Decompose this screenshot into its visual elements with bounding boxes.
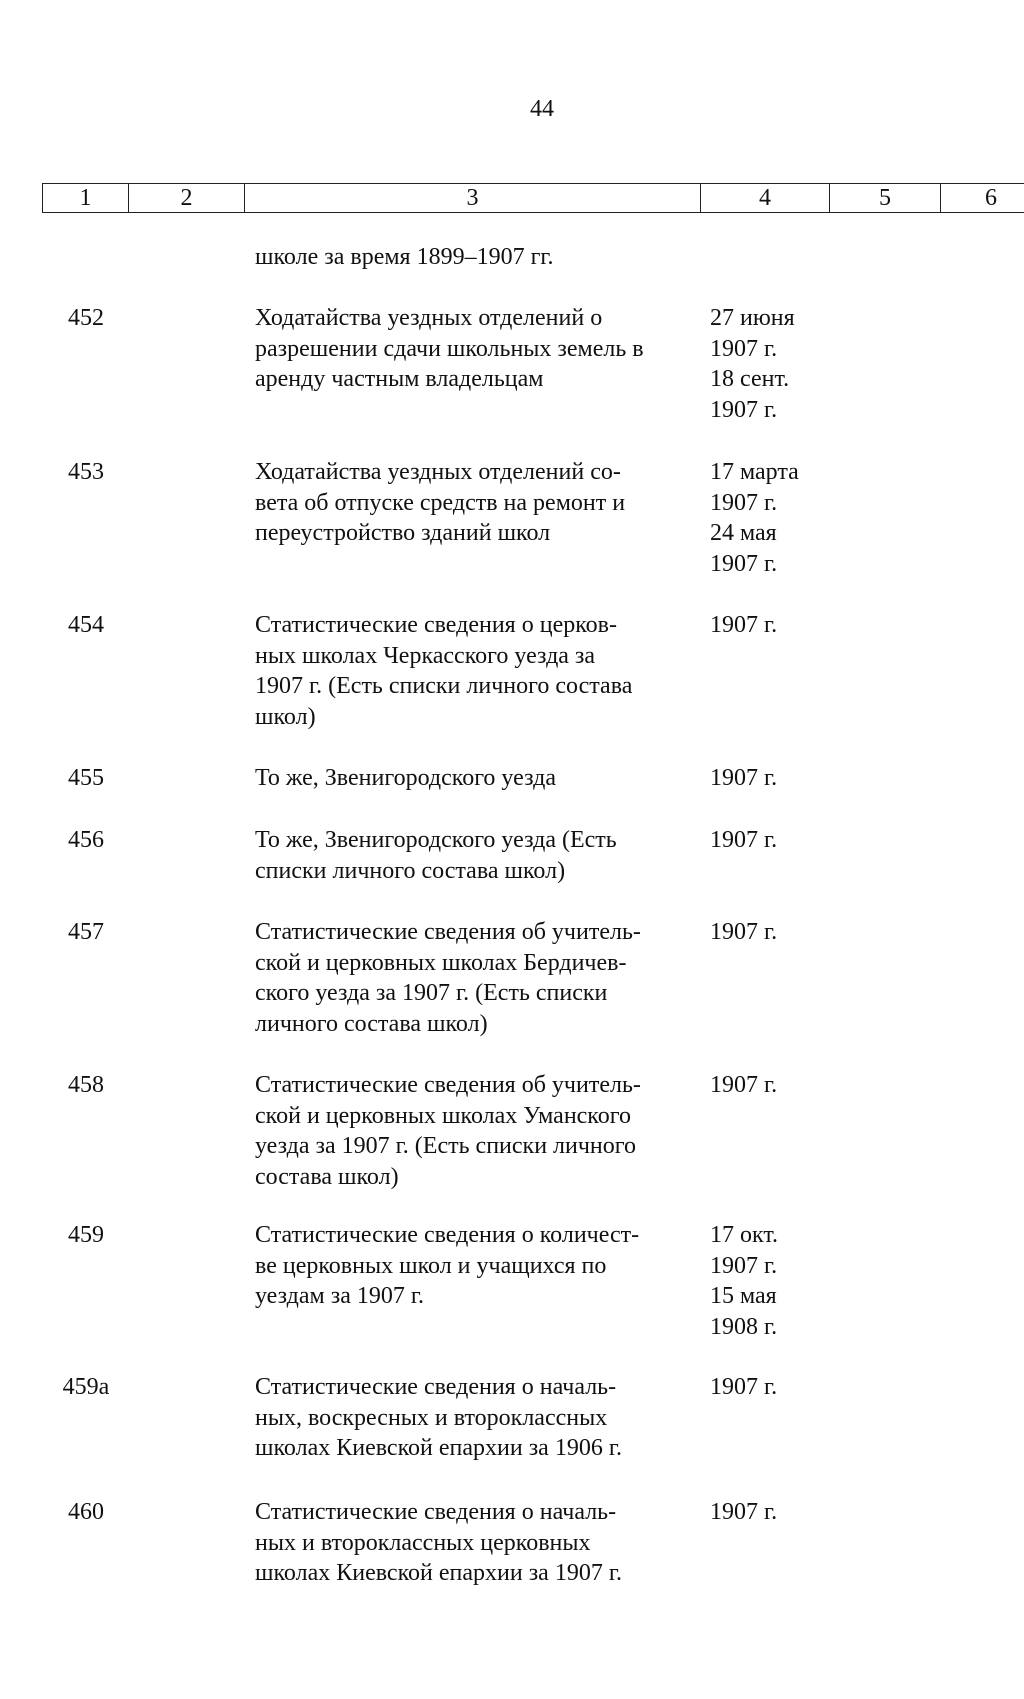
entry-title — [255, 1070, 641, 1192]
column-header: 5 — [830, 184, 941, 213]
entry-title-line: аренду частным владельцам — [255, 366, 544, 392]
page-number: 44 — [530, 96, 554, 122]
entry-date-line: 1907 г. — [710, 1252, 778, 1279]
entry-title-line: школах Киевской епархии за 1906 г. — [255, 1435, 622, 1461]
entry-date-line: 18 сент. — [710, 366, 790, 392]
entry-title-line: ве церковных школ и учащихся по — [255, 1252, 607, 1279]
entry-number: 455 — [68, 765, 104, 791]
entry-dates — [710, 1220, 778, 1342]
entry-date-line: 17 окт. — [710, 1222, 779, 1248]
entry-title — [255, 917, 641, 1039]
entry-title — [255, 1497, 622, 1589]
entry-title-line: уезда за 1907 г. (Есть списки личного — [255, 1133, 637, 1159]
entry-date-line: 1907 г. — [710, 919, 778, 945]
entry-dates — [710, 1497, 777, 1528]
entry-title-line: Статистические сведения об учитель- — [255, 1072, 641, 1098]
entry-title — [255, 610, 632, 732]
entry-number: 457 — [68, 919, 104, 945]
entry-title-line: школ) — [255, 703, 316, 730]
entry-number: 454 — [68, 612, 104, 638]
entry-title-line: Статистические сведения о началь- — [255, 1374, 617, 1400]
entry-date-line: 1907 г. — [710, 765, 778, 791]
entry-number: 459а — [62, 1374, 110, 1400]
entry-dates — [710, 1070, 777, 1101]
entry-title-line: вета об отпуске средств на ремонт и — [255, 489, 626, 516]
entry-title-line: переустройство зданий школ — [255, 520, 551, 546]
column-header: 3 — [245, 184, 701, 213]
entry-date-line: 1907 г. — [710, 612, 778, 638]
entry-title-line: уездам за 1907 г. — [255, 1283, 424, 1309]
entry-title-line: ского уезда за 1907 г. (Есть списки — [255, 980, 608, 1006]
column-header-table — [42, 183, 1024, 213]
entry-title — [255, 303, 644, 395]
entry-number: 453 — [68, 459, 104, 485]
entry-title-line: ных, воскресных и второклассных — [255, 1404, 608, 1431]
column-header: 4 — [701, 184, 830, 213]
entry-date-line: 1907 г. — [710, 1072, 778, 1098]
entry-date-line: 1907 г. — [710, 827, 778, 853]
entry-title-line: Статистические сведения о церков- — [255, 612, 617, 638]
entry-date-line: 1907 г. — [710, 550, 778, 577]
entry-dates — [710, 457, 799, 579]
continuation-text: школе за время 1899–1907 гг. — [255, 244, 554, 270]
entry-date-line: 1907 г. — [710, 489, 778, 516]
entry-number: 452 — [68, 305, 104, 331]
entry-dates — [710, 917, 777, 948]
entry-title — [255, 457, 625, 549]
column-header: 6 — [941, 184, 1024, 213]
column-header: 1 — [43, 184, 129, 213]
entry-number: 456 — [68, 827, 104, 853]
entry-title — [255, 1372, 622, 1464]
entry-date-line: 27 июня — [710, 305, 795, 331]
entry-date-line: 1907 г. — [710, 335, 778, 362]
entry-dates — [710, 1372, 777, 1403]
entry-date-line: 1908 г. — [710, 1313, 778, 1340]
entry-title-line: Ходатайства уездных отделений о — [255, 305, 603, 331]
entry-date-line: 1907 г. — [710, 1374, 778, 1400]
entry-number: 458 — [68, 1072, 104, 1098]
entry-dates — [710, 303, 795, 425]
entry-title-line: ской и церковных школах Уманского — [255, 1102, 631, 1129]
entry-date-line: 15 мая — [710, 1283, 777, 1309]
entry-date-line: 1907 г. — [710, 1499, 778, 1525]
entry-number: 460 — [68, 1499, 104, 1525]
entry-title-line: То же, Звенигородского уезда (Есть — [255, 827, 617, 853]
entry-date-line: 24 мая — [710, 520, 777, 546]
entry-title-line: То же, Звенигородского уезда — [255, 765, 556, 791]
entry-title-line: 1907 г. (Есть списки личного состава — [255, 673, 633, 699]
column-header: 2 — [129, 184, 245, 213]
entry-number: 459 — [68, 1222, 104, 1248]
entry-title-line: разрешении сдачи школьных земель в — [255, 335, 644, 362]
entry-title-line: Статистические сведения об учитель- — [255, 919, 641, 945]
entry-title — [255, 763, 556, 794]
entry-title-line: состава школ) — [255, 1163, 399, 1190]
entry-dates — [710, 763, 777, 794]
entry-title-line: Ходатайства уездных отделений со- — [255, 459, 621, 485]
entry-dates — [710, 610, 777, 641]
entry-title-line: ных и второклассных церковных — [255, 1529, 591, 1556]
entry-title-line: ных школах Черкасского уезда за — [255, 642, 596, 669]
entry-title-line: Статистические сведения о началь- — [255, 1499, 617, 1525]
entry-title — [255, 825, 617, 886]
entry-title-line: Статистические сведения о количест- — [255, 1222, 640, 1248]
entry-title-line: ской и церковных школах Бердичев- — [255, 949, 627, 976]
entry-date-line: 17 марта — [710, 459, 799, 485]
entry-dates — [710, 825, 777, 856]
entry-title-line: личного состава школ) — [255, 1010, 488, 1037]
entry-date-line: 1907 г. — [710, 396, 778, 423]
entry-title-line: списки личного состава школ) — [255, 857, 566, 884]
entry-title-line: школах Киевской епархии за 1907 г. — [255, 1560, 622, 1586]
entry-title — [255, 1220, 639, 1312]
